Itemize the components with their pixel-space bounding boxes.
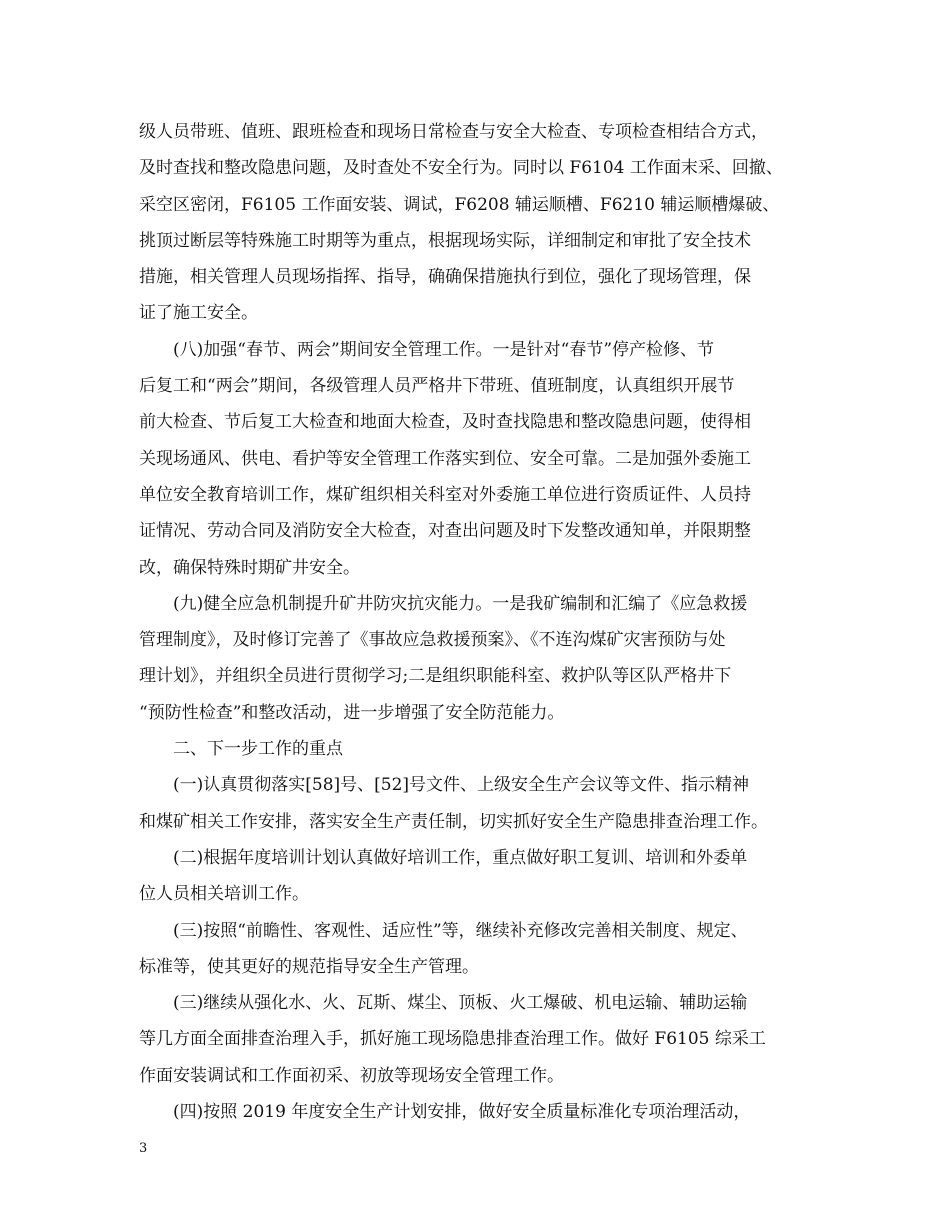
text-line: 管理制度》，及时修订完善了《事故应急救援预案》、《不连沟煤矿灾害预防与处: [139, 630, 726, 651]
text-line: 采空区密闭，F6105 工作面安装、调试，F6208 辅运顺槽、F6210 辅运顺槽爆破、: [139, 194, 780, 215]
text-line: 和煤矿相关工作安排，落实安全生产责任制，切实抓好安全生产隐患排查治理工作。: [139, 811, 768, 832]
text-line: 等几方面全面排查治理入手，抓好施工现场隐患排查治理工作。做好 F6105 综采工: [139, 1029, 766, 1050]
text-line: (三)按照“前瞻性、客观性、适应性”等，继续补充修改完善相关制度、规定、: [139, 920, 748, 941]
text-line: (九)健全应急机制提升矿井防灾抗灾能力。一是我矿编制和汇编了《应急救援: [139, 593, 748, 614]
text-line: 证情况、劳动合同及消防安全大检查，对查出问题及时下发整改通知单，并限期整: [139, 521, 751, 542]
text-line: “预防性检查”和整改活动，进一步增强了安全防范能力。: [139, 702, 565, 723]
body-text: [139, 114, 819, 1130]
page-number: 3: [139, 1141, 148, 1156]
text-line: 单位安全教育培训工作，煤矿组织相关科室对外委施工单位进行资质证件、人员持: [139, 484, 751, 505]
text-line: 二、下一步工作的重点: [139, 739, 343, 760]
text-line: 挑顶过断层等特殊施工时期等为重点，根据现场实际，详细制定和审批了安全技术: [139, 230, 751, 251]
text-line: (二)根据年度培训计划认真做好培训工作，重点做好职工复训、培训和外委单: [139, 847, 748, 868]
text-line: 关现场通风、供电、看护等安全管理工作落实到位、安全可靠。二是加强外委施工: [139, 448, 751, 469]
text-line: 理计划》，并组织全员进行贯彻学习;二是组织职能科室、救护队等区队严格井下: [139, 666, 732, 687]
text-line: (一)认真贯彻落实[58]号、[52]号文件、上级安全生产会议等文件、指示精神: [139, 775, 750, 796]
text-line: 措施，相关管理人员现场指挥、指导，确确保措施执行到位，强化了现场管理，保: [139, 267, 751, 288]
text-line: 标准等，使其更好的规范指导安全生产管理。: [139, 956, 479, 977]
text-line: (三)继续从强化水、火、瓦斯、煤尘、顶板、火工爆破、机电运输、辅助运输: [139, 993, 748, 1014]
text-line: 证了施工安全。: [139, 303, 258, 324]
text-line: (八)加强“春节、两会”期间安全管理工作。一是针对“春节”停产检修、节: [139, 339, 715, 360]
text-line: (四)按照 2019 年度安全生产计划安排，做好安全质量标准化专项治理活动，: [139, 1102, 751, 1123]
text-line: 改，确保特殊时期矿井安全。: [139, 557, 360, 578]
text-line: 位人员相关培训工作。: [139, 884, 309, 905]
text-line: 及时查找和整改隐患问题，及时查处不安全行为。同时以 F6104 工作面末采、回撤、: [139, 158, 783, 179]
text-line: 级人员带班、值班、跟班检查和现场日常检查与安全大检查、专项检查相结合方式，: [139, 122, 768, 142]
text-line: 后复工和“两会”期间，各级管理人员严格井下带班、值班制度，认真组织开展节: [139, 376, 735, 397]
text-line: 前大检查、节后复工大检查和地面大检查，及时查找隐患和整改隐患问题，使得相: [139, 412, 751, 433]
text-line: 作面安装调试和工作面初采、初放等现场安全管理工作。: [139, 1065, 564, 1086]
